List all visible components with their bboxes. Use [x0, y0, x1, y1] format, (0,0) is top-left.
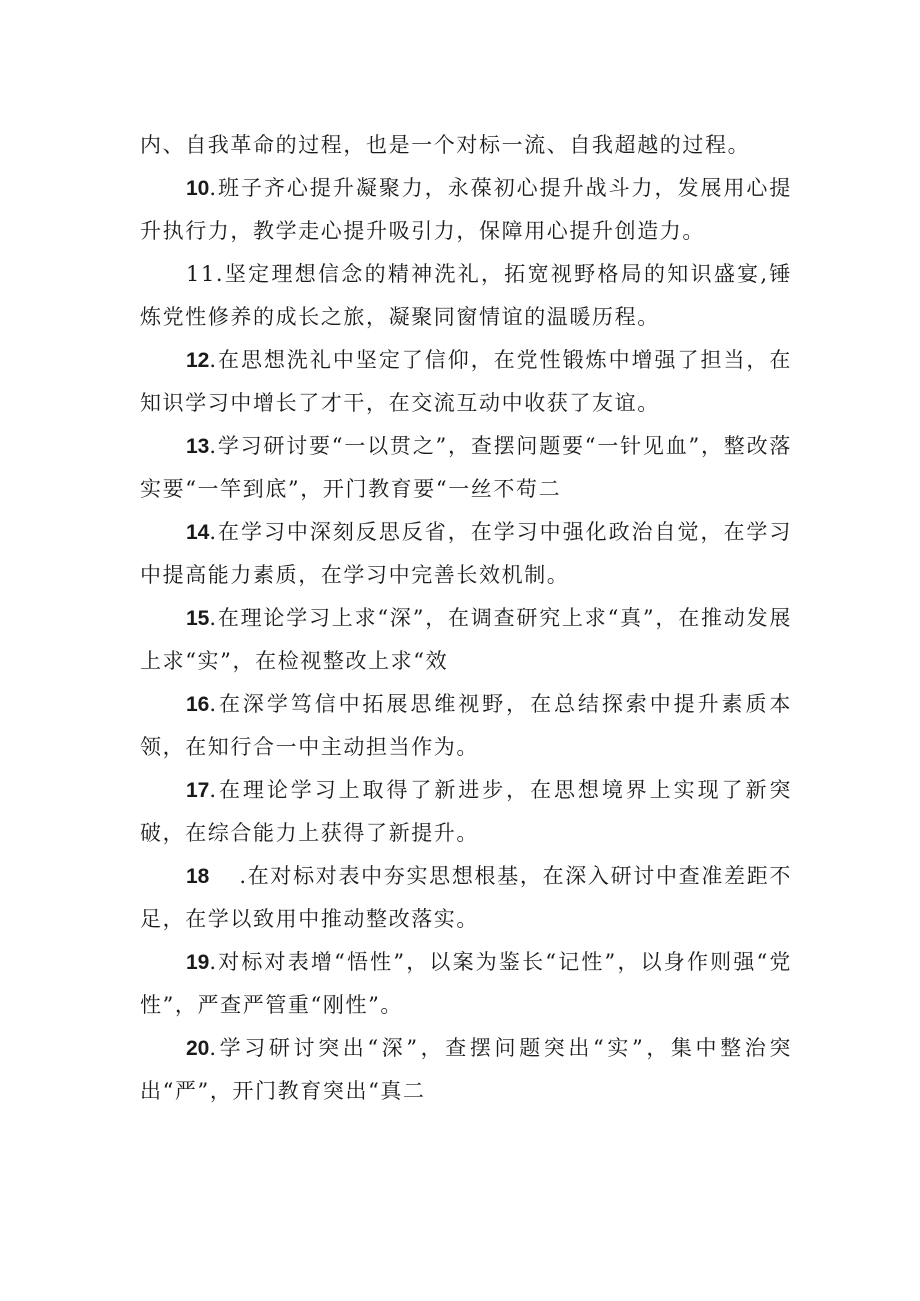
list-item-18 [140, 855, 792, 941]
list-item-16 [140, 683, 792, 769]
list-item-15 [140, 597, 792, 683]
list-item-12 [140, 339, 792, 425]
item-text: .学习研讨要“一以贯之”，查摆问题要“一针见血”，整改落实要“一竿到底”，开门教育要“一丝不苟二 [140, 434, 792, 501]
item-text: .在理论学习上取得了新进步，在思想境界上实现了新突破，在综合能力上获得了新提升。 [140, 778, 792, 845]
list-item-17 [140, 769, 792, 855]
item-number: 14 [186, 521, 210, 544]
item-number: 12 [186, 349, 210, 372]
item-number: 11. [186, 262, 225, 286]
list-item-14 [140, 511, 792, 597]
item-text: .在思想洗礼中坚定了信仰，在党性锻炼中增强了担当，在知识学习中增长了才干，在交流互动中收获了友谊。 [140, 348, 792, 415]
item-text: .在深学笃信中拓展思维视野，在总结探索中提升素质本领，在知行合一中主动担当作为。 [140, 692, 792, 759]
item-text: .班子齐心提升凝聚力，永葆初心提升战斗力，发展用心提升执行力，教学走心提升吸引力，保障用心提升创造力。 [140, 176, 792, 243]
item-text: .在理论学习上求“深”，在调查研究上求“真”，在推动发展上求“实”，在检视整改上求“效 [140, 606, 792, 673]
paragraph-text: 内、自我革命的过程，也是一个对标一流、自我超越的过程。 [140, 133, 751, 157]
item-number: 19 [186, 951, 210, 974]
item-number: 16 [186, 693, 210, 716]
document-body [140, 124, 792, 1113]
item-number: 15 [186, 607, 210, 630]
paragraph-continuation [140, 124, 792, 167]
item-text: .对标对表增“悟性”，以案为鉴长“记性”，以身作则强“党性”，严查严管重“刚性”。 [140, 950, 792, 1017]
item-text: .在学习中深刻反思反省，在学习中强化政治自觉，在学习中提高能力素质，在学习中完善长效机制。 [140, 520, 792, 587]
item-text: .学习研讨突出“深”，查摆问题突出“实”，集中整治突出“严”，开门教育突出“真二 [140, 1036, 792, 1103]
item-number: 13 [186, 435, 210, 458]
item-number: 17 [186, 779, 210, 802]
item-text: 坚定理想信念的精神洗礼，拓宽视野格局的知识盛宴,锤炼党性修养的成长之旅，凝聚同窗情谊的温暖历程。 [140, 262, 792, 329]
list-item-10 [140, 167, 792, 253]
list-item-20 [140, 1027, 792, 1113]
item-text: .在对标对表中夯实思想根基，在深入研讨中查准差距不足，在学以致用中推动整改落实。 [140, 864, 792, 931]
list-item-11 [140, 253, 792, 339]
item-number: 10 [186, 177, 210, 200]
item-number: 18 [186, 865, 210, 888]
item-number: 20 [186, 1037, 210, 1060]
list-item-19 [140, 941, 792, 1027]
list-item-13 [140, 425, 792, 511]
